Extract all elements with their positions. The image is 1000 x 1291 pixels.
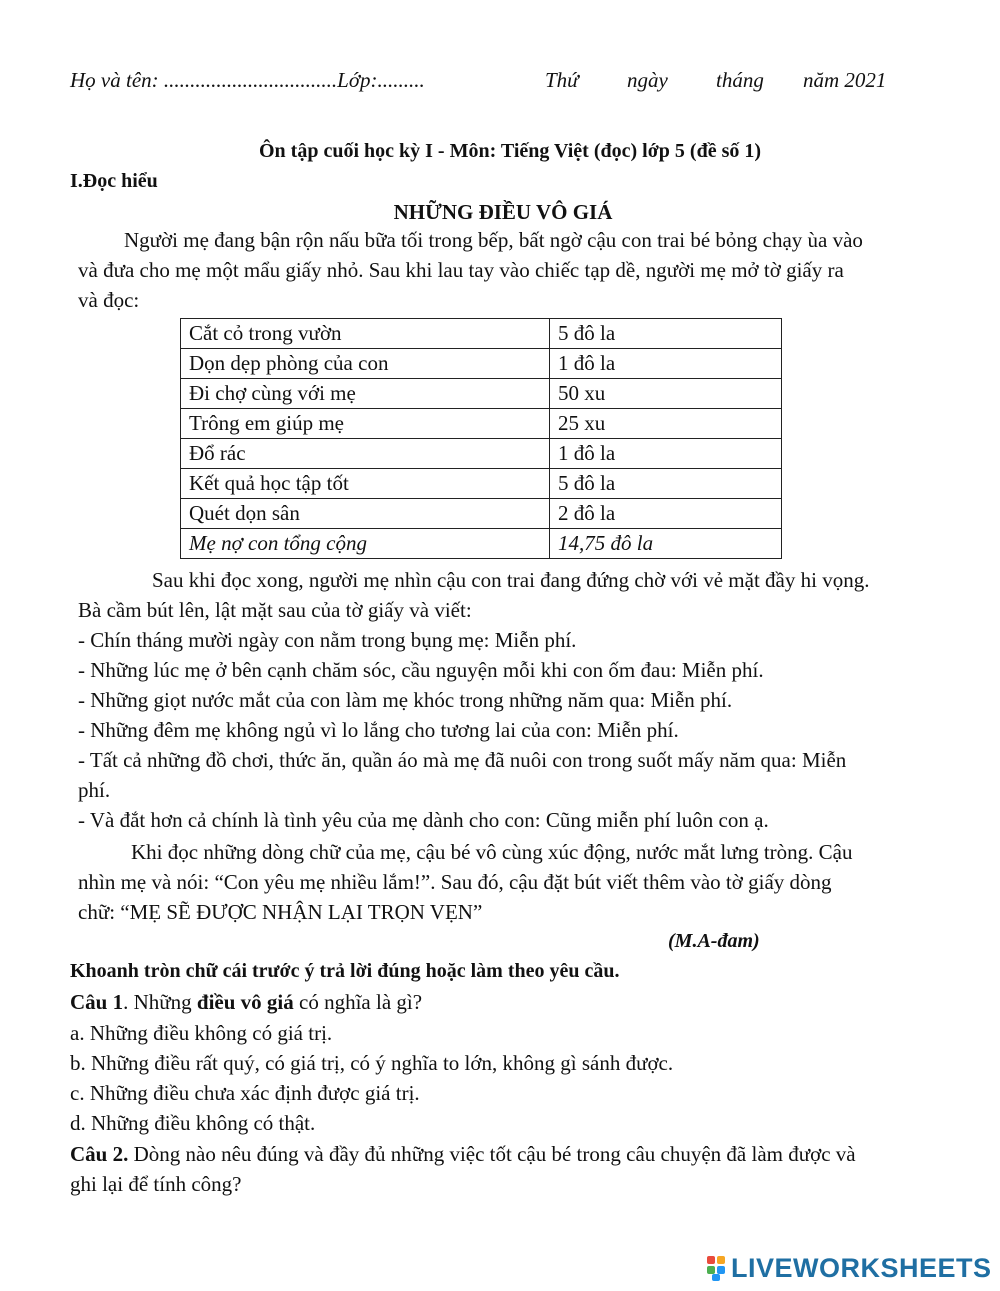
question-1-text-pre: . Những [123,990,197,1014]
bill-total-label: Mẹ nợ con tổng cộng [181,529,550,559]
bill-price: 5 đô la [550,319,782,349]
ending-line-1: Khi đọc những dòng chữ của mẹ, cậu bé vô cùng xúc động, nước mắt lưng tròng. Cậu [131,840,853,864]
date-day-label: ngày [627,68,668,92]
ending-line-2: nhìn mẹ và nói: “Con yêu mẹ nhiều lắm!”. Sau đó, cậu đặt bút viết thêm vào tờ giấy dòng [78,870,832,894]
table-row [181,379,782,409]
date-year-label: năm 2021 [803,68,887,92]
list-item: - Chín tháng mười ngày con nằm trong bụng mẹ: Miễn phí. [78,628,577,652]
table-row [181,349,782,379]
bill-table [180,318,782,559]
answer-option-a[interactable]: a. Những điều không có giá trị. [70,1021,333,1045]
list-item-continuation: phí. [78,778,111,802]
intro-line-3: và đọc: [78,288,140,312]
bill-price: 1 đô la [550,439,782,469]
bill-price: 5 đô la [550,469,782,499]
date-weekday-label: Thứ [545,68,579,92]
intro-line-2: và đưa cho mẹ một mẩu giấy nhỏ. Sau khi lau tay vào chiếc tạp dề, người mẹ mở tờ giấy ra [78,258,844,282]
table-row [181,469,782,499]
answer-option-c[interactable]: c. Những điều chưa xác định được giá trị. [70,1081,420,1105]
instruction-text: Khoanh tròn chữ cái trước ý trả lời đúng hoặc làm theo yêu cầu. [70,960,620,982]
bill-price: 50 xu [550,379,782,409]
answer-option-b[interactable]: b. Những điều rất quý, có giá trị, có ý nghĩa to lớn, không gì sánh được. [70,1051,674,1075]
question-1-keyword: điều vô giá [196,990,294,1014]
question-1-label: Câu 1 [70,990,124,1014]
bill-item: Dọn dẹp phòng của con [181,349,550,379]
table-row [181,409,782,439]
bill-item: Trông em giúp mẹ [181,409,550,439]
ending-line-3: chữ: “MẸ SẼ ĐƯỢC NHẬN LẠI TRỌN VẸN” [78,900,483,924]
exam-title: Ôn tập cuối học kỳ I - Môn: Tiếng Việt (đọc) lớp 5 (đề số 1) [258,140,762,162]
story-title: NHỮNG ĐIỀU VÔ GIÁ [393,200,613,224]
story-author: (M.A-đam) [668,930,760,952]
question-2-label: Câu 2. [70,1142,129,1166]
liveworksheets-logo-text: LIVEWORKSHEETS [731,1252,992,1283]
bill-item: Quét dọn sân [181,499,550,529]
table-row-total [181,529,782,559]
student-info-line: Họ và tên: .................................Lớp:......... [70,68,425,92]
section-title: I.Đọc hiểu [70,170,158,192]
bill-price: 1 đô la [550,349,782,379]
liveworksheets-logo [707,1252,992,1284]
bill-item: Đổ rác [181,439,550,469]
question-2-continuation: ghi lại để tính công? [70,1172,242,1196]
bill-price: 2 đô la [550,499,782,529]
list-item: - Tất cả những đồ chơi, thức ăn, quần áo mà mẹ đã nuôi con trong suốt mấy năm qua: Miễn [78,748,847,772]
question-2 [70,1142,856,1167]
list-item: - Những đêm mẹ không ngủ vì lo lắng cho tương lai của con: Miễn phí. [78,718,679,742]
after-table-line-2: Bà cầm bút lên, lật mặt sau của tờ giấy và viết: [78,598,472,622]
list-item: - Và đắt hơn cả chính là tình yêu của mẹ dành cho con: Cũng miễn phí luôn con ạ. [78,808,769,832]
bill-item: Kết quả học tập tốt [181,469,550,499]
bill-item: Đi chợ cùng với mẹ [181,379,550,409]
list-item: - Những lúc mẹ ở bên cạnh chăm sóc, cầu nguyện mỗi khi con ốm đau: Miễn phí. [78,658,764,682]
table-row [181,499,782,529]
bill-total-value: 14,75 đô la [550,529,782,559]
question-1-text-post: có nghĩa là gì? [293,990,423,1014]
liveworksheets-logo-icon [707,1254,727,1282]
bill-item: Cắt cỏ trong vườn [181,319,550,349]
intro-line-1: Người mẹ đang bận rộn nấu bữa tối trong bếp, bất ngờ cậu con trai bé bỏng chạy ùa vào [124,228,863,252]
table-row [181,439,782,469]
list-item: - Những giọt nước mắt của con làm mẹ khóc trong những năm qua: Miễn phí. [78,688,733,712]
date-month-label: tháng [716,68,764,92]
question-1 [70,990,422,1015]
table-row [181,319,782,349]
question-2-text: Dòng nào nêu đúng và đầy đủ những việc tốt cậu bé trong câu chuyện đã làm được và [128,1142,856,1166]
bill-price: 25 xu [550,409,782,439]
answer-option-d[interactable]: d. Những điều không có thật. [70,1111,316,1135]
after-table-line-1: Sau khi đọc xong, người mẹ nhìn cậu con trai đang đứng chờ với vẻ mặt đầy hi vọng. [152,568,870,592]
